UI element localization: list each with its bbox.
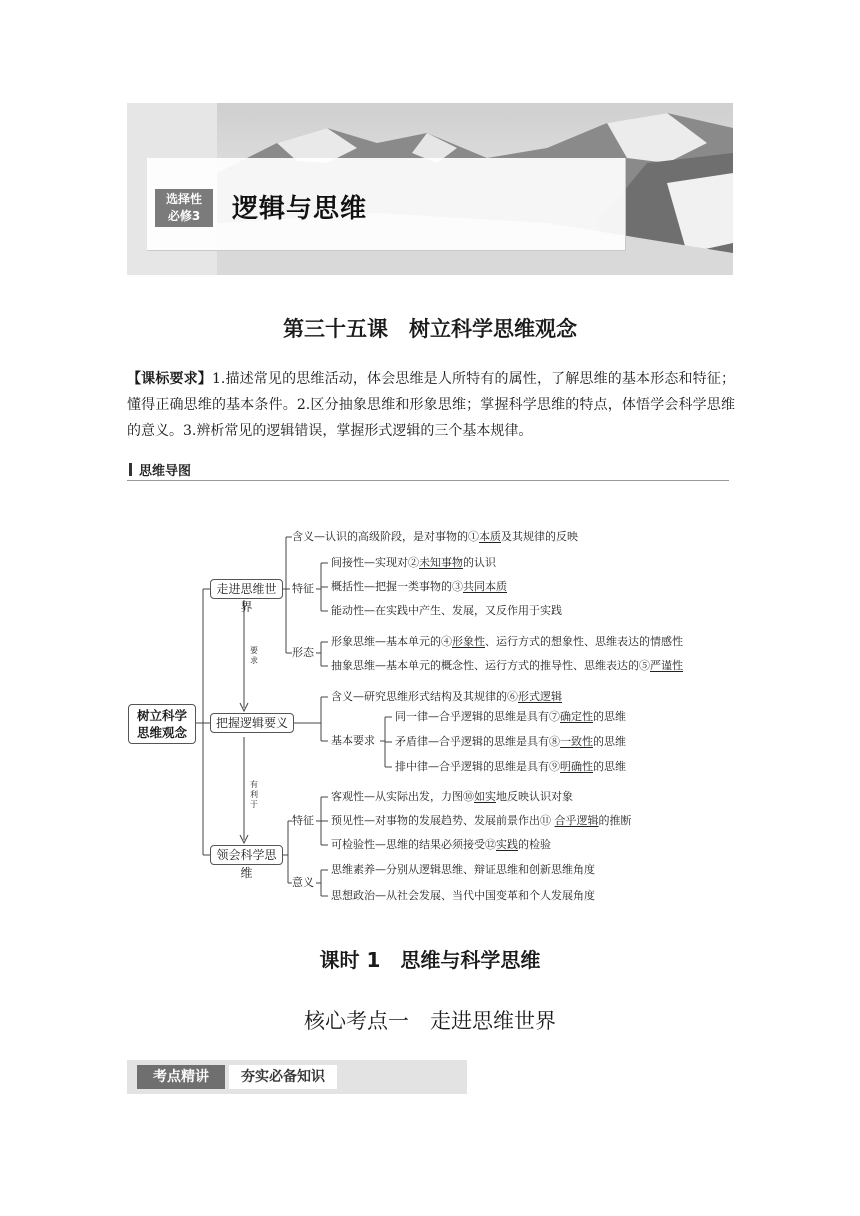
b1-feature-0-answer: 未知事物 <box>419 556 463 569</box>
b2-meaning-answer: 形式逻辑 <box>518 690 562 703</box>
b3-feature-1-pre: 预见性—对事物的发展趋势、发展前景作出⑪ <box>331 814 555 827</box>
b3-feature-1-answer: 合乎逻辑 <box>554 814 599 827</box>
b2-law-1-post: 的思维 <box>593 735 626 748</box>
requirements-tag: 【课标要求】 <box>127 371 212 387</box>
b3-feature-2-pre: 可检验性—思维的结果必须接受⑫ <box>331 838 496 851</box>
b3-features-label: 特征 <box>292 814 314 827</box>
b1-feature-1-answer: 共同本质 <box>463 580 507 593</box>
book-title: 逻辑与思维 <box>232 194 368 224</box>
b1-form-1-pre: 抽象思维—基本单元的概念性、运行方式的推导性、思维表达的⑤ <box>331 659 650 672</box>
b2-law-1-answer: 一致性 <box>560 735 593 748</box>
b3-feature-2-answer: 实践 <box>496 838 518 851</box>
branch-node-logic: 把握逻辑要义 <box>210 713 294 733</box>
b1-feature-item <box>331 580 507 594</box>
b3-feature-item <box>331 790 573 804</box>
curriculum-requirements <box>127 366 735 444</box>
b2-meaning <box>331 690 562 704</box>
b1-form-0-pre: 形象思维—基本单元的④ <box>331 635 452 648</box>
b1-meaning-label: 含义 <box>292 530 314 543</box>
link-label-benefit <box>248 780 260 810</box>
b3-feature-0-post: 地反映认识对象 <box>496 790 573 803</box>
b3-feature-item <box>331 838 551 852</box>
mindmap-header-label: 思维导图 <box>139 464 192 479</box>
volume-badge <box>155 189 213 227</box>
section-title: 课时 1 思维与科学思维 <box>319 948 541 972</box>
mindmap-root-node <box>128 704 196 744</box>
b3-feature-1-post: 的推断 <box>598 814 632 827</box>
b2-law-2-answer: 明确性 <box>560 760 593 773</box>
b2-law-item <box>395 735 626 749</box>
mindmap-header <box>127 460 729 481</box>
b1-form-item <box>331 659 683 673</box>
root-line1: 树立科学 <box>136 708 187 723</box>
b1-feature-1-pre: 概括性—把握一类事物的③ <box>331 580 463 593</box>
b3-meaning-0-text: 思维素养—分别从逻辑思维、辩证思维和创新思维角度 <box>331 863 595 876</box>
b1-features-label: 特征 <box>292 582 314 595</box>
b1-meaning-answer: 本质 <box>479 530 501 543</box>
b1-form-0-answer: 形象性 <box>452 635 485 648</box>
b2-meaning-pre: 含义—研究思维形式结构及其规律的⑥ <box>331 690 518 703</box>
b3-feature-0-pre: 客观性—从实际出发，力图⑩ <box>331 790 474 803</box>
branch-node-thinking-world: 走进思维世界 <box>210 579 283 599</box>
b1-meaning: 含义—认识的高级阶段，是对事物的①本质及其规律的反映 <box>292 530 578 543</box>
b1-form-item <box>331 635 683 649</box>
b1-feature-item <box>331 556 496 570</box>
section-marker-icon <box>129 463 132 476</box>
b2-law-2-post: 的思维 <box>593 760 626 773</box>
volume-badge-line2: 必修3 <box>167 209 201 223</box>
b3-meaning-item <box>331 863 595 877</box>
b3-feature-2-post: 的检验 <box>518 838 551 851</box>
b2-law-2-pre: 排中律—合乎逻辑的思维是具有⑨ <box>395 760 560 773</box>
b3-meaning-label: 意义 <box>292 876 314 889</box>
b1-feature-0-pre: 间接性—实现对② <box>331 556 419 569</box>
b1-forms-label: 形态 <box>292 646 314 659</box>
link-label-require <box>248 646 260 666</box>
key-point-tag: 考点精讲 <box>137 1065 225 1089</box>
banner-title-card <box>147 158 626 251</box>
link-benefit-text: 有利于 <box>250 780 258 809</box>
b3-feature-0-answer: 如实 <box>474 790 496 803</box>
b3-meaning-item <box>331 889 595 903</box>
b1-feature-item <box>331 604 562 618</box>
b1-meaning-pre: 认识的高级阶段，是对事物的① <box>325 530 479 543</box>
b2-law-item <box>395 710 626 724</box>
b1-form-0-post: 、运行方式的想象性、思维表达的情感性 <box>485 635 683 648</box>
b2-law-1-pre: 矛盾律—合乎逻辑的思维是具有⑧ <box>395 735 560 748</box>
b1-meaning-post: 及其规律的反映 <box>501 530 578 543</box>
b3-meaning-1-text: 思想政治—从社会发展、当代中国变革和个人发展角度 <box>331 889 595 902</box>
b3-feature-item <box>331 814 632 828</box>
root-line2: 思维观念 <box>136 725 187 740</box>
b1-feature-2-pre: 能动性—在实践中产生、发展，又反作用于实践 <box>331 604 562 617</box>
lesson-title: 第三十五课 树立科学思维观念 <box>283 317 577 341</box>
b2-basic-label: 基本要求 <box>331 734 375 747</box>
b2-law-0-post: 的思维 <box>593 710 626 723</box>
b2-law-0-answer: 确定性 <box>560 710 593 723</box>
key-point-label: 夯实必备知识 <box>229 1065 337 1089</box>
b2-law-0-pre: 同一律—合乎逻辑的思维是具有⑦ <box>395 710 560 723</box>
core-point-title: 核心考点一 走进思维世界 <box>304 1009 556 1033</box>
b1-form-1-answer: 严谨性 <box>650 659 683 672</box>
link-require-text: 要求 <box>250 646 258 665</box>
b2-law-item <box>395 760 626 774</box>
volume-badge-line1: 选择性 <box>165 192 202 206</box>
requirements-text: 1.描述常见的思维活动，体会思维是人所特有的属性，了解思维的基本形态和特征；懂得正确思维的基本条件。2.区分抽象思维和形象思维；掌握科学思维的特点，体悟学会科学思维的意义。3.辨析常见的逻辑错误，掌握形式逻辑的三个基本规律。 <box>127 371 736 439</box>
branch-node-scientific-thinking: 领会科学思维 <box>210 845 283 865</box>
b1-feature-0-post: 的认识 <box>463 556 496 569</box>
